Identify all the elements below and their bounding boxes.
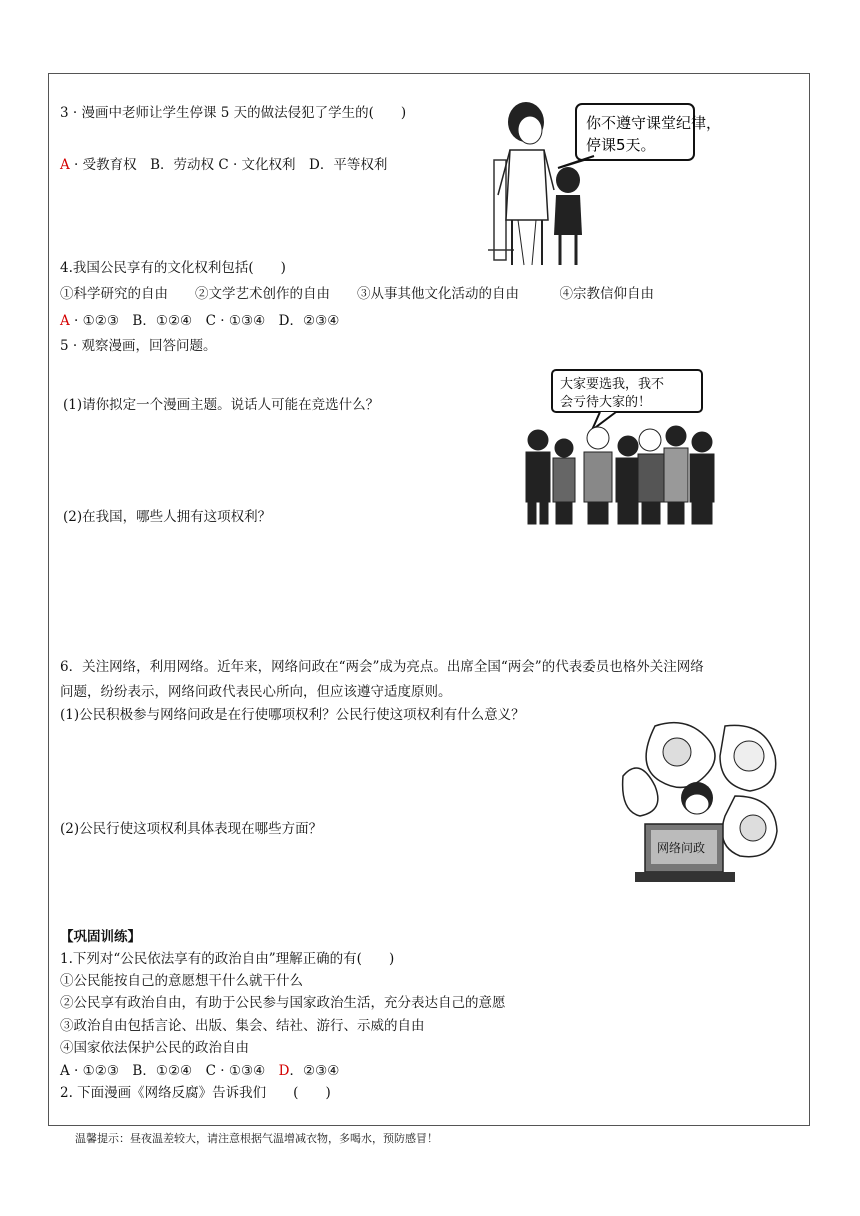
cons-q1-stem: 1.下列对“公民依法享有的政治自由”理解正确的有( ) bbox=[60, 951, 395, 967]
cons-q1-options-rest: ．②③④ bbox=[289, 1063, 340, 1079]
q3-answer: A bbox=[60, 157, 70, 173]
q5-sub2: (2)在我国，哪些人拥有这项权利？ bbox=[63, 509, 272, 525]
cons-q1-options-prefix: A · ①②③ B．①②④ C · ①③④ bbox=[60, 1063, 279, 1079]
cons-q1-options bbox=[60, 1062, 339, 1080]
cons-q1-answer: D bbox=[278, 1063, 290, 1079]
q3-options-text: · 受教育权 B．劳动权 C · 文化权利 D．平等权利 bbox=[69, 157, 388, 173]
cons-q2-stem: 2. 下面漫画《网络反腐》告诉我们 ( ) bbox=[60, 1085, 331, 1101]
cons-q1-item-1: ①公民能按自己的意愿想干什么就干什么 bbox=[60, 973, 303, 989]
q3-stem: 3 · 漫画中老师让学生停课 5 天的做法侵犯了学生的( ) bbox=[60, 105, 407, 121]
cons-q1-item-4: ④国家依法保护公民的政治自由 bbox=[60, 1040, 249, 1056]
q5-stem: 5 · 观察漫画，回答问题。 bbox=[60, 338, 217, 354]
q6-sub1: (1)公民积极参与网络问政是在行使哪项权利？公民行使这项权利有什么意义？ bbox=[60, 707, 525, 723]
election-cartoon bbox=[520, 368, 722, 528]
q4-items: ①科学研究的自由 ②文学艺术创作的自由 ③从事其他文化活动的自由 ④宗教信仰自由 bbox=[60, 286, 654, 302]
footer-tip: 温馨提示：昼夜温差较大，请注意根据气温增减衣物，多喝水，预防感冒！ bbox=[75, 1132, 438, 1145]
q5-bubble-line1: 大家要选我，我不 bbox=[560, 377, 665, 392]
q4-options-text: · ①②③ B．①②④ C · ①③④ D．②③④ bbox=[69, 313, 340, 329]
q6-stem-line2: 问题，纷纷表示，网络问政代表民心所向，但应该遵守适度原则。 bbox=[60, 684, 452, 700]
q4-answer: A bbox=[60, 313, 70, 329]
consolidation-heading: 【巩固训练】 bbox=[60, 929, 141, 945]
q3-bubble-line2: 停课5天。 bbox=[586, 136, 656, 154]
cons-q1-item-2: ②公民享有政治自由，有助于公民参与国家政治生活，充分表达自己的意愿 bbox=[60, 995, 506, 1011]
q6-sub2: (2)公民行使这项权利具体表现在哪些方面？ bbox=[60, 821, 323, 837]
teacher-cartoon bbox=[488, 100, 722, 270]
q5-bubble-line2: 会亏待大家的！ bbox=[560, 395, 652, 410]
q4-stem: 4.我国公民享有的文化权利包括( ) bbox=[60, 260, 286, 276]
online-politics-cartoon bbox=[615, 716, 785, 886]
q6-screen-label: 网络问政 bbox=[657, 841, 706, 855]
cons-q1-item-3: ③政治自由包括言论、出版、集会、结社、游行、示威的自由 bbox=[60, 1018, 425, 1034]
q4-options bbox=[60, 312, 339, 330]
q5-sub1: (1)请你拟定一个漫画主题。说话人可能在竞选什么？ bbox=[63, 397, 380, 413]
q3-bubble-line1: 你不遵守课堂纪律， bbox=[586, 114, 722, 132]
q3-options bbox=[60, 156, 387, 174]
q6-stem-line1: 6．关注网络，利用网络。近年来，网络问政在“两会”成为亮点。出席全国“两会”的代表委员也格外关注网络 bbox=[60, 659, 704, 675]
